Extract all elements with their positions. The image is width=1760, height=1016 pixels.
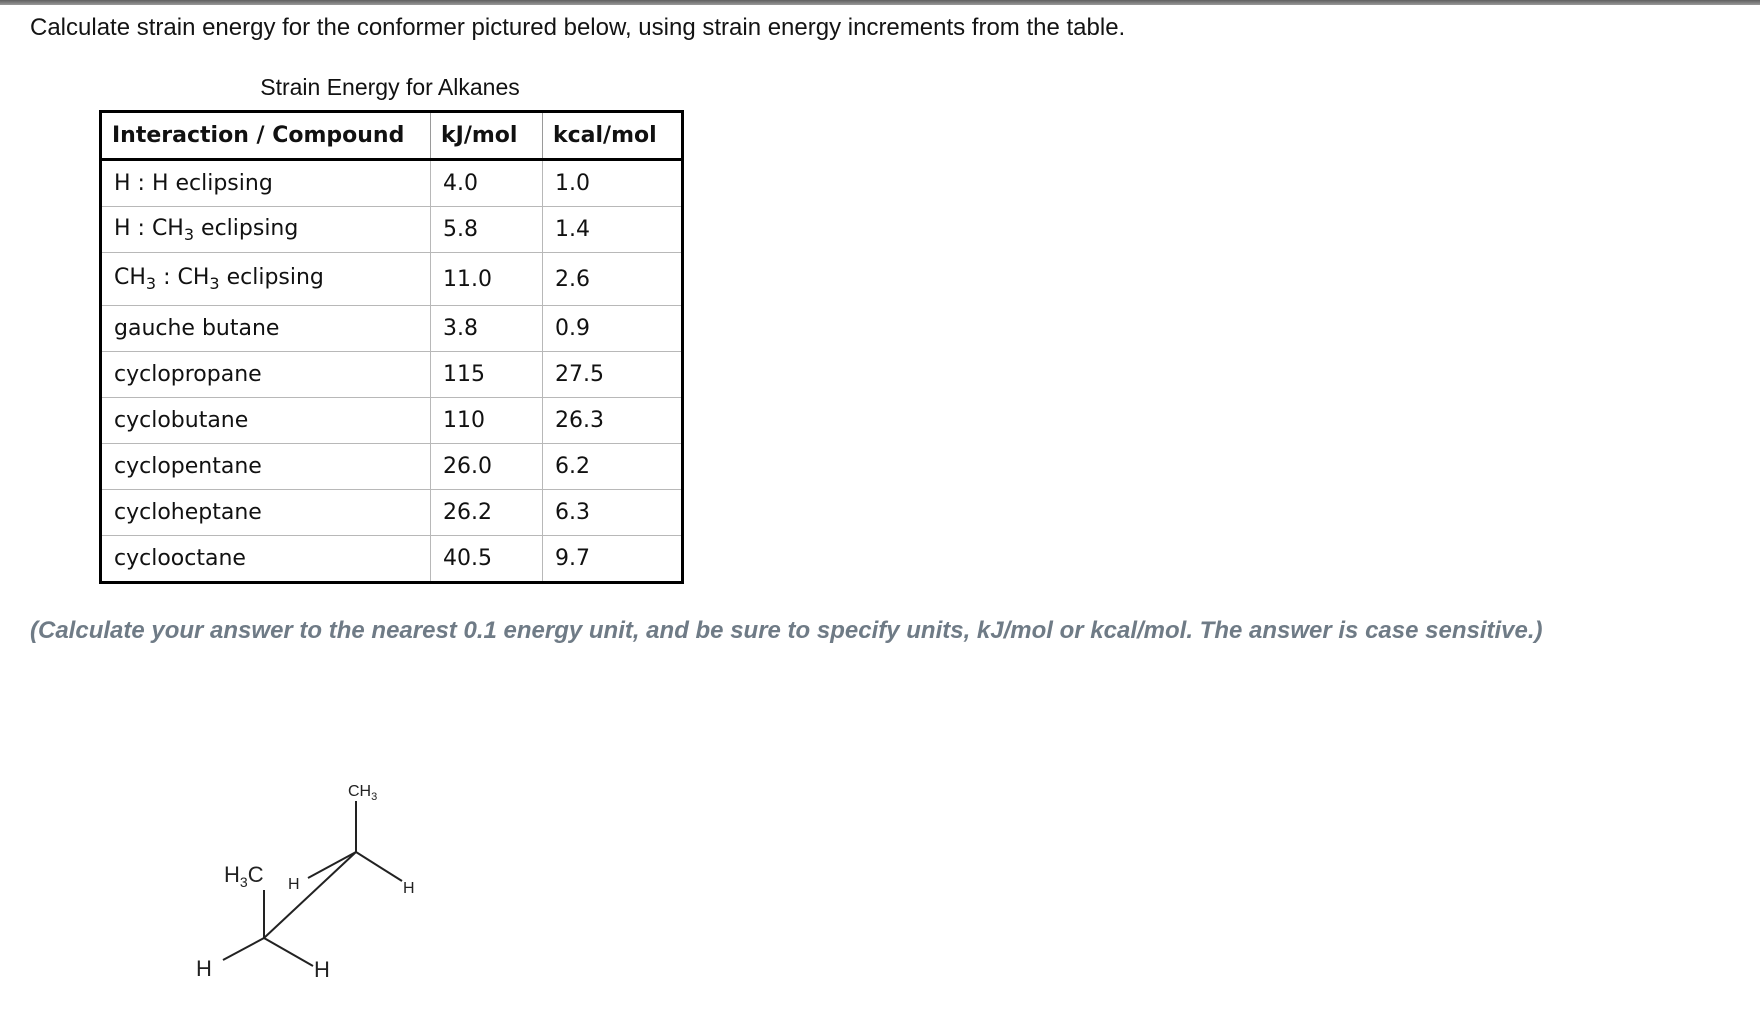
interaction-cell [101,207,431,253]
interaction-cell: gauche butane [101,306,431,352]
kj-cell: 115 [431,352,543,398]
kcal-cell: 1.4 [543,207,683,253]
table-row [101,352,683,398]
sawhorse-structure [180,760,440,1000]
table-row [101,160,683,207]
interaction-cell: cyclopentane [101,444,431,490]
table-row [101,253,683,306]
interaction-cell: cyclopropane [101,352,431,398]
kcal-cell: 2.6 [543,253,683,306]
bottom-left-h-label: H [196,956,212,981]
subscript: 3 [183,224,195,244]
kj-cell: 4.0 [431,160,543,207]
bottom-right-h-bond [264,938,313,966]
central-cc-bond [264,852,356,938]
interaction-cell: cyclobutane [101,398,431,444]
instruction-note: (Calculate your answer to the nearest 0.1 energy unit, and be sure to specify units, kJ/mol or kcal/mol. The answer is case sensitive.) [30,617,1543,644]
table-row [101,306,683,352]
interaction-mid: : CH [156,265,210,290]
strain-energy-table [99,110,684,584]
kj-cell: 26.2 [431,490,543,536]
subscript: 3 [145,274,157,293]
back-h-label: H [403,880,415,897]
top-border-line [0,0,1760,5]
interaction-suffix: eclipsing [194,215,299,241]
kcal-cell: 9.7 [555,546,590,571]
bottom-left-h-bond [223,938,264,960]
top-ch3-label: $CH_3$ [348,783,378,803]
kcal-cell: 1.0 [543,160,683,207]
kj-cell: 5.8 [431,207,543,253]
header-interaction: Interaction / Compound [101,112,431,160]
header-kcal: kcal/mol [543,112,683,160]
kj-cell: 110 [431,398,543,444]
subscript: 3 [209,274,220,293]
interaction-prefix: H : CH [114,215,184,241]
kcal-cell: 6.3 [543,490,683,536]
interaction-cell: cycloheptane [101,490,431,536]
front-h-label: H [288,876,300,893]
kj-cell: 11.0 [431,253,543,306]
kcal-cell: 0.9 [543,306,683,352]
interaction-suffix: eclipsing [219,265,324,290]
kcal-cell: 6.2 [543,444,683,490]
left-h3c-label: $H_3C$ [224,862,264,890]
kcal-cell: 27.5 [543,352,683,398]
table-row [101,398,683,444]
kj-cell: 3.8 [431,306,543,352]
interaction-prefix: CH [114,265,146,290]
table-header-row [101,112,683,160]
header-kj: kJ/mol [431,112,543,160]
kcal-cell: 26.3 [543,398,683,444]
kj-cell: 40.5 [431,536,543,583]
interaction-cell: H : H eclipsing [101,160,431,207]
table-row [101,536,683,583]
top-right-h-bond [356,852,402,881]
table-caption: Strain Energy for Alkanes [260,74,520,100]
table-row [101,490,683,536]
bottom-right-h-label: H [314,957,330,982]
interaction-cell [101,253,431,306]
interaction-cell: cyclooctane [101,536,431,583]
table-row [101,444,683,490]
table-row [101,207,683,253]
kj-cell: 26.0 [431,444,543,490]
question-text: Calculate strain energy for the conformer pictured below, using strain energy increments from the table. [30,14,1126,41]
